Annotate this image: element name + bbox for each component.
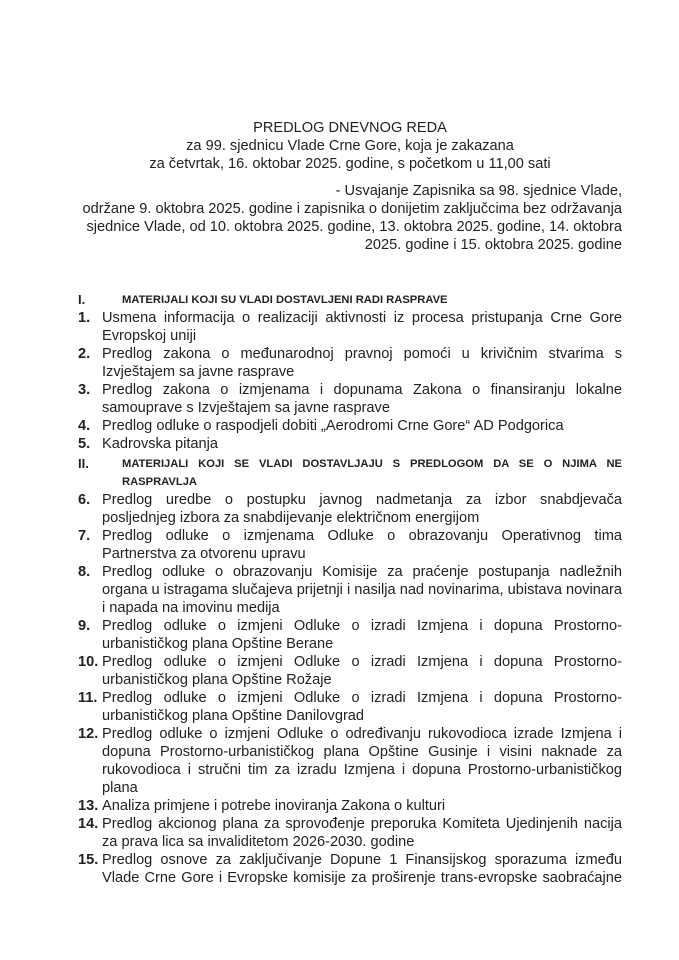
session-line: za 99. sjednicu Vlade Crne Gore, koja je zakazana — [186, 138, 514, 154]
item-text: Predlog odluke o izmjeni Odluke o određivanju rukovodioca izrade Izmjena i dopuna Prostorno-urbanističkog plana Opštine Gusinje i visini naknade za rukovodioca i stručni tim za izradu Izmjena i dopuna Prostorno-urbanističkog plana — [102, 726, 622, 796]
item-text: Analiza primjene i potrebe inoviranja Zakona o kulturi — [102, 798, 446, 814]
agenda-item — [78, 417, 622, 435]
intro-line: - Usvajanje Zapisnika sa 98. sjednice Vlade, — [335, 183, 622, 199]
agenda-item — [78, 617, 622, 653]
section-heading-1 — [78, 291, 622, 309]
item-text: Predlog odluke o obrazovanju Komisije za praćenje postupanja nadležnih organa u istragama slučajeva prijetnji i nasilja nad novinarima, ubistava novinara i napada na imovinu medija — [102, 564, 622, 616]
agenda-item — [78, 851, 622, 887]
agenda-item — [78, 815, 622, 851]
item-number: 11. — [78, 690, 98, 706]
item-number: 10. — [78, 654, 99, 670]
item-text: Predlog odluke o izmjeni Odluke o izradi Izmjena i dopuna Prostorno-urbanističkog plana Opštine Danilovgrad — [102, 690, 622, 724]
item-text: Predlog osnove za zaključivanje Dopune 1 Finansijskog sporazuma između Vlade Crne Gore i Evropske komisije za proširenje trans-evropske saobraćajne — [102, 852, 622, 886]
document-header — [0, 119, 679, 173]
section-heading-2 — [78, 455, 622, 491]
item-number: 8. — [78, 564, 91, 580]
item-text: Predlog odluke o izmjeni Odluke o izradi Izmjena i dopuna Prostorno-urbanističkog plana Opštine Berane — [102, 618, 622, 652]
item-number: 9. — [78, 618, 91, 634]
item-text: Predlog akcionog plana za sprovođenje preporuka Komiteta Ujedinjenih nacija za prava lica sa invaliditetom 2026-2030. godine — [102, 816, 622, 850]
section-number: II. — [78, 456, 89, 471]
item-number: 5. — [78, 436, 91, 452]
item-number: 1. — [78, 310, 91, 326]
item-text: Predlog zakona o izmjenama i dopunama Zakona o finansiranju lokalne samouprave s Izvještajem sa javne rasprave — [102, 382, 622, 416]
minutes-adoption-note — [80, 182, 622, 254]
agenda-item — [78, 309, 622, 345]
item-number: 6. — [78, 492, 91, 508]
agenda-item — [78, 653, 622, 689]
section-title: MATERIJALI KOJI SE VLADI DOSTAVLJAJU S PREDLOGOM DA SE O NJIMA NE RASPRAVLJA — [122, 458, 622, 488]
section-title: MATERIJALI KOJI SU VLADI DOSTAVLJENI RADI RASPRAVE — [122, 294, 448, 306]
agenda-item — [78, 725, 622, 797]
session-date-line: za četvrtak, 16. oktobar 2025. godine, s početkom u 11,00 sati — [149, 156, 551, 172]
item-text: Predlog odluke o raspodjeli dobiti „Aerodromi Crne Gore“ AD Podgorica — [102, 418, 564, 434]
intro-line: sjednice Vlade, od 10. oktobra 2025. godine, 13. oktobra 2025. godine, 14. oktobra — [86, 219, 622, 235]
agenda-item — [78, 435, 622, 453]
agenda-item — [78, 345, 622, 381]
agenda-list-discussion — [78, 309, 622, 453]
item-number: 7. — [78, 528, 91, 544]
item-text: Predlog zakona o međunarodnoj pravnoj pomoći u krivičnim stvarima s Izvještajem sa javne rasprave — [102, 346, 622, 380]
intro-line: 2025. godine i 15. oktobra 2025. godine — [364, 237, 622, 253]
item-text: Usmena informacija o realizaciji aktivnosti iz procesa pristupanja Crne Gore Evropskoj uniji — [102, 310, 622, 344]
item-number: 14. — [78, 816, 99, 832]
item-number: 13. — [78, 798, 99, 814]
item-text: Predlog uredbe o postupku javnog nadmetanja za izbor snabdjevača posljednjeg izbora za snabdijevanje električnom energijom — [102, 492, 622, 526]
item-text: Kadrovska pitanja — [102, 436, 219, 452]
document-title: PREDLOG DNEVNOG REDA — [253, 120, 447, 136]
agenda-item — [78, 491, 622, 527]
item-text: Predlog odluke o izmjeni Odluke o izradi Izmjena i dopuna Prostorno-urbanističkog plana Opštine Rožaje — [102, 654, 622, 688]
agenda-item — [78, 689, 622, 725]
item-text: Predlog odluke o izmjenama Odluke o obrazovanju Operativnog tima Partnerstva za otvorenu upravu — [102, 528, 622, 562]
agenda-item — [78, 527, 622, 563]
item-number: 12. — [78, 726, 99, 742]
item-number: 4. — [78, 418, 91, 434]
item-number: 3. — [78, 382, 91, 398]
agenda-item — [78, 563, 622, 617]
intro-line: održane 9. oktobra 2025. godine i zapisnika o donijetim zaključcima bez održavanja — [82, 201, 622, 217]
agenda-item — [78, 381, 622, 417]
agenda-item — [78, 797, 622, 815]
item-number: 2. — [78, 346, 91, 362]
section-number: I. — [78, 292, 86, 307]
agenda-list-no-discussion — [78, 491, 622, 887]
item-number: 15. — [78, 852, 99, 868]
